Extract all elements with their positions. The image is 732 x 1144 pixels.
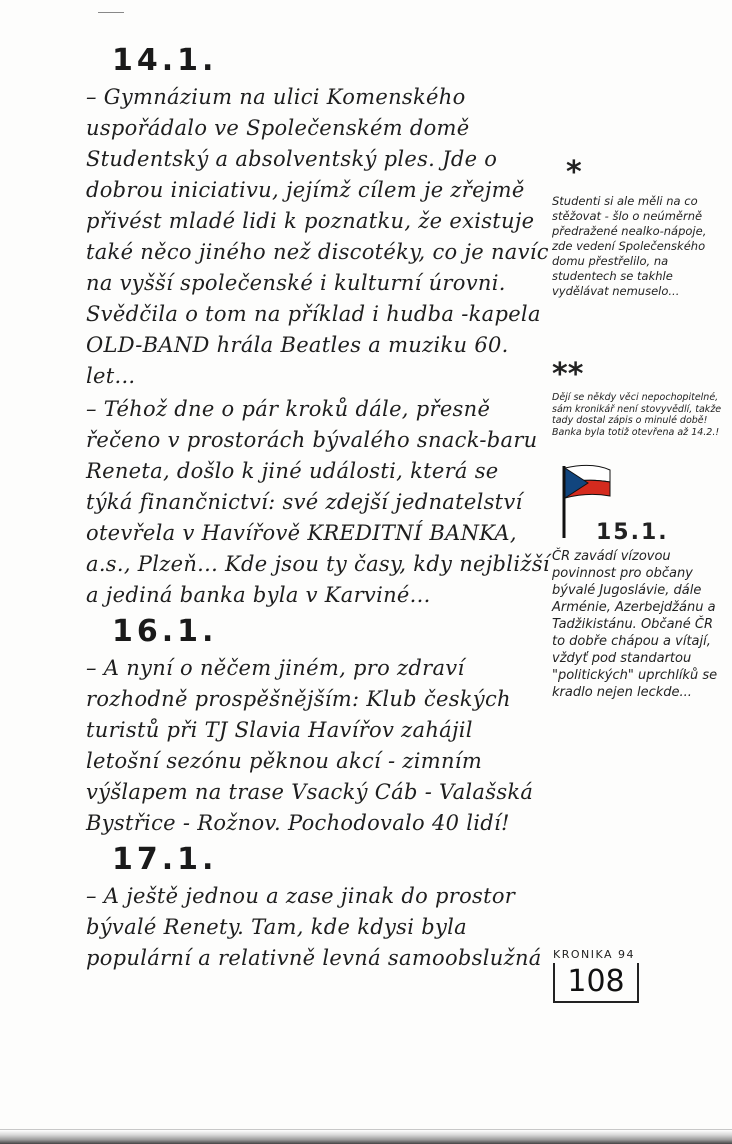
section-14-1	[86, 40, 550, 611]
section-17-1	[86, 839, 550, 974]
margin-note-text: Studenti si ale měli na co stěžovat - šlo o neúměrně předražené nealko-nápoje, zde vedení Společenského domu přestřelilo, na studentech se takhle vydělávat nemuselo...	[552, 194, 707, 298]
entry-paragraph: – Gymnázium na ulici Komenského uspořádalo ve Společenském domě Studentský a absolventský ples. Jde o dobrou iniciativu, jejímž cílem je zřejmě přivést mladé lidi k poznatku, že existuje také něco jiného než discotéky, co je navíc na vyšší společenské i kulturní úrovni. Svědčila o tom na příklad i hudba -kapela OLD-BAND hrála Beatles a muziku 60. let...	[86, 85, 549, 388]
page-number: 108	[553, 963, 639, 1003]
margin-note-2	[552, 357, 730, 438]
asterisk-marker: *	[566, 155, 582, 190]
page-footer	[553, 948, 663, 1003]
entry-date: 16.1.	[112, 614, 218, 649]
main-column	[86, 40, 550, 974]
top-mark	[98, 12, 124, 13]
entry-date: 17.1.	[112, 842, 218, 877]
book-edge-shadow	[0, 1130, 732, 1144]
entry-paragraph: – A ještě jednou a zase jinak do prostor bývalé Renety. Tam, kde kdysi byla populární a relativně levná samoobslužná	[86, 884, 542, 970]
entry-paragraph: – A nyní o něčem jiném, pro zdraví rozhodně prospěšnějším: Klub českých turistů při TJ Slavia Havířov zahájil letošní sezónu pěknou akcí - zimním výšlapem na trase Vsacký Cáb - Valašská Bystřice - Rožnov. Pochodovalo 40 lidí!	[86, 656, 534, 835]
margin-note-text: Dějí se někdy věci nepochopitelné, sám kronikář není stovyvědlí, takže tady dostal zápis o minulé době! Banka byla totiž otevřena až 14.2.!	[552, 392, 722, 438]
entry-date: 14.1.	[112, 43, 218, 78]
margin-note-date: 15.1.	[596, 520, 669, 545]
margin-note-1	[552, 155, 730, 299]
margin-note-3	[552, 458, 730, 701]
entry-paragraph: – Téhož dne o pár kroků dále, přesně řečeno v prostorách bývalého snack-baru Reneta, došlo k jiné události, která se týká finančnictví: své zdejší jednatelství otevřela v Havířově KREDITNÍ BANKA, a.s., Plzeň... Kde jsou ty časy, kdy nejbližší a jediná banka byla v Karviné...	[86, 397, 550, 607]
chronicle-label: KRONIKA 94	[553, 948, 636, 961]
margin-note-text: ČR zavádí vízovou povinnost pro občany bývalé Jugoslávie, dále Arménie, Azerbejdžánu a Tadžikistánu. Občané ČR to dobře chápou a vítají, vždyť pod standartou "politických" uprchlíků se kradlo nejen leckde...	[552, 549, 718, 700]
section-16-1	[86, 611, 550, 839]
double-asterisk-marker: **	[552, 357, 584, 392]
czech-flag-illustration	[552, 458, 730, 545]
